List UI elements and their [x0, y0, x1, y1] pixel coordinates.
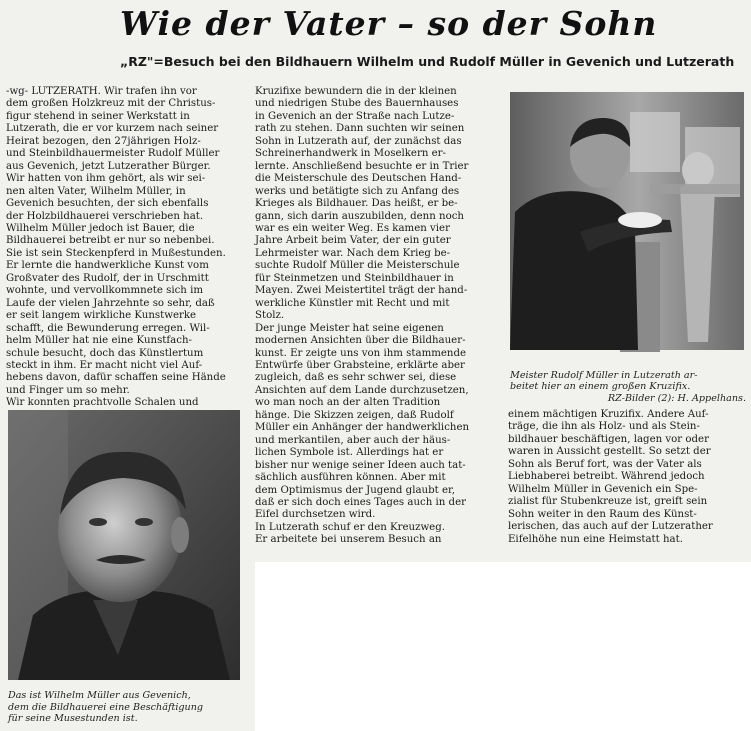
- portrait-image: [8, 410, 240, 680]
- photo-credit: RZ-Bilder (2): H. Appelhans.: [607, 392, 746, 404]
- caption-son-text: Meister Rudolf Müller in Lutzerath ar- beitet hier an einem großen Kruzifix.: [510, 369, 698, 392]
- caption-father: Das ist Wilhelm Müller aus Gevenich, dem die Bildhauerei eine Beschäftigung für seine Musestunden ist.: [8, 690, 204, 724]
- article-column-2: Kruzifixe bewundern die in der kleinen und niedrigen Stube des Bauernhauses in Gevenich an der Straße nach Lutze- rath zu stehen. Dann suchten wir seinen Sohn in Lutzerath auf, der zunächst das Schreinerhandwerk in Moselkern er- lernte. Anschließend besuchte er in Trier die Meisterschule des Deutschen Hand- werks und betätigte sich zu Anfang des Krieges als Bildhauer. Das heißt, er be- gann, sich darin auszubilden, denn noch war es ein weiter Weg. Es kamen vier Jahre Arbeit beim Vater, der ein guter Lehrmeister war. Nach dem Krieg be- suchte Rudolf Müller die Meisterschule für Steinmetzen und Steinbildhauer in Mayen. Zwei Meistertitel trägt der hand- werkliche Künstler mit Recht und mit Stolz. Der junge Meister hat seine eigenen modernen Ansichten über die Bildhauer- kunst. Er zeigte uns von ihm stammende Entwürfe über Grabsteine, erklärte aber zugleich, daß es sehr schwer sei, diese Ansichten auf dem Lande durchzusetzen, wo man noch an der alten Tradition hänge. Die Skizzen zeigen, daß Rudolf Müller ein Anhänger der handwerklichen und merkantilen, aber auch der häus- lichen Symbole ist. Allerdings hat er bisher nur wenige seiner Ideen auch tat- sächlich ausführen können. Aber mit dem Optimismus der Jugend glaubt er, daß er sich doch eines Tages auch in der Eifel durchsetzen wird. In Lutzerath schuf er den Kreuzweg. Er arbeitete bei unserem Besuch an: [255, 86, 470, 546]
- headline: Wie der Vater – so der Sohn: [120, 4, 658, 43]
- subheadline: „RZ"=Besuch bei den Bildhauern Wilhelm und Rudolf Müller in Gevenich und Lutzerath: [120, 54, 735, 69]
- caption-son: [510, 358, 746, 416]
- workshop-image: [510, 92, 744, 350]
- blank-area: [255, 562, 751, 731]
- photo-wilhelm-mueller: [8, 410, 240, 680]
- photo-rudolf-mueller: [510, 92, 744, 350]
- paper-edge: [252, 545, 751, 562]
- article-column-3: einem mächtigen Kruzifix. Andere Auf- träge, die ihn als Holz- und als Stein- bildhauer beschäftigen, lagen vor oder waren in Aussicht gestellt. So setzt der Sohn als Beruf fort, was der Vater als Liebhaberei betreibt. Während jedoch Wilhelm Müller in Gevenich ein Spe- zialist für Stubenkreuze ist, greift sein Sohn weiter in den Raum des Künst- lerischen, das auch auf der Lutzerather Eifelhöhe nun eine Heimstatt hat.: [508, 409, 713, 545]
- article-column-1: -wg- LUTZERATH. Wir trafen ihn vor dem großen Holzkreuz mit der Christus- figur stehend in seiner Werkstatt in Lutzerath, die er vor kurzem nach seiner Heirat bezogen, den 27jährigen Holz- und Steinbildhauermeister Rudolf Müller aus Gevenich, jetzt Lutzerather Bürger. Wir hatten von ihm gehört, als wir sei- nen alten Vater, Wilhelm Müller, in Gevenich besuchten, der sich ebenfalls der Holzbildhauerei verschrieben hat. Wilhelm Müller jedoch ist Bauer, die Bildhauerei betreibt er nur so nebenbei. Sie ist sein Steckenpferd in Mußestunden. Er lernte die handwerkliche Kunst vom Großvater des Rudolf, der in Urschmitt wohnte, und vervollkommnete sich im Laufe der vielen Jahrzehnte so sehr, daß er seit langem wirkliche Kunstwerke schafft, die Bewunderung erregen. Wil- helm Müller hat nie eine Kunstfach- schule besucht, doch das Künstlertum steckt in ihm. Er macht nicht viel Auf- hebens davon, dafür schaffen seine Hände und Finger um so mehr. Wir konnten prachtvolle Schalen und: [6, 86, 226, 409]
